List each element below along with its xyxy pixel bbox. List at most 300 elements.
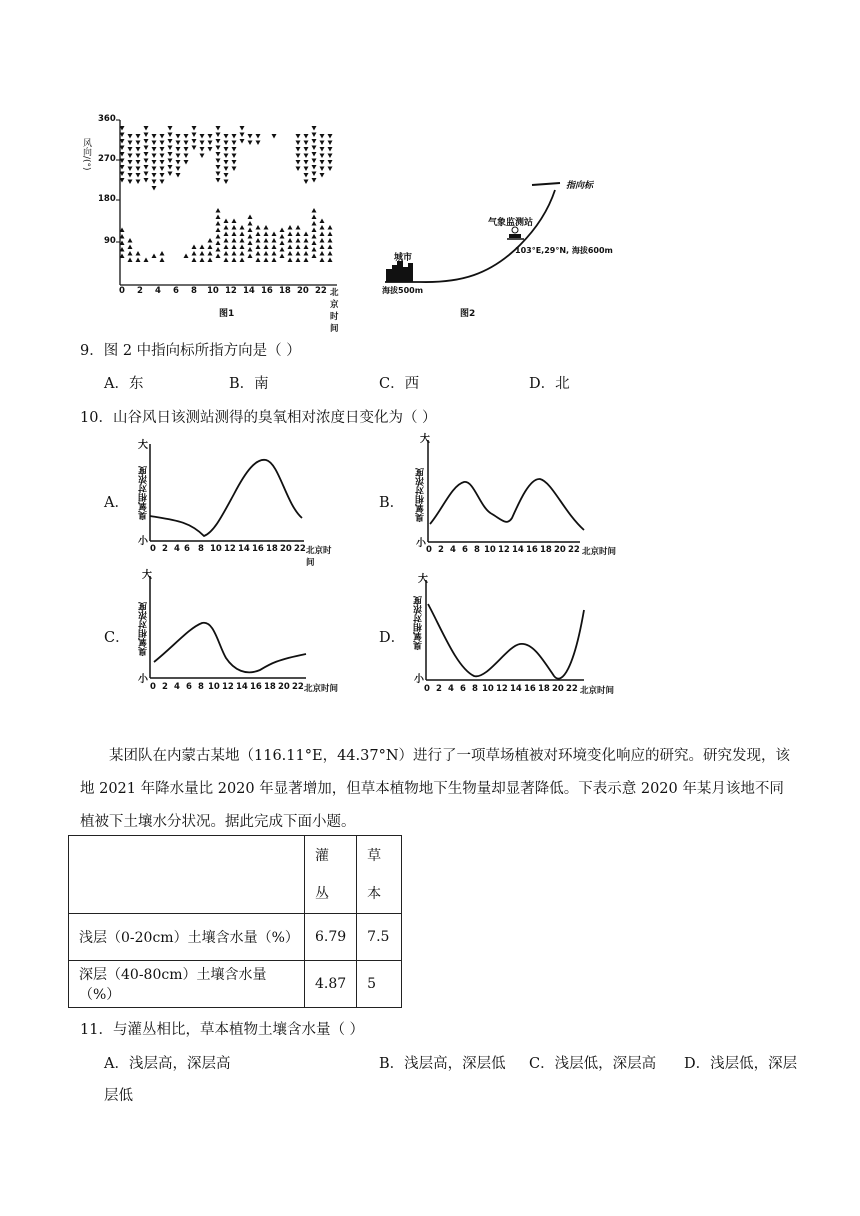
fig1-ytick: 180 — [98, 194, 116, 204]
table-row — [69, 961, 402, 1008]
wind-mark-down — [224, 134, 229, 139]
wind-mark-down — [320, 141, 325, 146]
xtick: 20 — [554, 545, 566, 555]
fig1-xtick: 18 — [279, 286, 291, 296]
xtick: 8 — [198, 544, 204, 554]
wind-mark-up — [224, 225, 229, 230]
wind-mark-up — [128, 251, 133, 256]
wind-mark-down — [296, 154, 301, 159]
wind-mark-up — [288, 225, 293, 230]
table-row — [69, 914, 402, 961]
wind-mark-up — [264, 251, 269, 256]
wind-mark-down — [216, 159, 221, 164]
wind-mark-up — [208, 245, 213, 250]
xtick: 8 — [198, 682, 204, 692]
q11-option-d[interactable]: D．浅层低，深层 — [684, 1056, 798, 1072]
table-corner-cell — [69, 836, 305, 914]
wind-mark-up — [232, 238, 237, 243]
chart-d-big: 大 — [418, 574, 428, 585]
wind-mark-down — [168, 159, 173, 164]
wind-mark-down — [224, 160, 229, 165]
wind-mark-up — [216, 234, 221, 239]
wind-mark-down — [152, 141, 157, 146]
wind-mark-down — [304, 154, 309, 159]
passage: 某团队在内蒙古某地（116.11°E，44.37°N）进行了一项草场植被对环境变化响应的研究。研究发现，该地 2021 年降水量比 2020 年显著增加，但草本植物地下生物量却显著降低。下表示意 2020 年某月该地不同植被下土壤水分状况。据此完成下面小题。 — [80, 748, 791, 830]
wind-mark-up — [256, 232, 261, 237]
wind-mark-down — [160, 167, 165, 172]
wind-mark-down — [320, 147, 325, 152]
chart-c-ylabel: 臭氧相对浓度 — [139, 602, 149, 656]
soil-moisture-table — [68, 835, 402, 1008]
xtick: 12 — [496, 684, 508, 694]
xtick: 14 — [236, 682, 248, 692]
xtick: 14 — [238, 544, 250, 554]
xtick: 12 — [222, 682, 234, 692]
pointer-label: 指向标 — [566, 181, 594, 191]
wind-mark-down — [136, 141, 141, 146]
wind-mark-down — [232, 147, 237, 152]
wind-mark-up — [248, 241, 253, 246]
q10-option-c-label[interactable]: C． — [104, 630, 130, 646]
xtick: 18 — [264, 682, 276, 692]
wind-mark-up — [328, 225, 333, 230]
wind-mark-down — [128, 147, 133, 152]
grass-value: 7.5 — [357, 914, 402, 961]
wind-mark-up — [216, 241, 221, 246]
wind-mark-down — [160, 147, 165, 152]
wind-mark-down — [144, 159, 149, 164]
wind-mark-up — [248, 221, 253, 226]
wind-mark-up — [280, 241, 285, 246]
wind-mark-down — [320, 173, 325, 178]
wind-mark-down — [320, 134, 325, 139]
wind-mark-up — [240, 251, 245, 256]
station-coord: 103°E,29°N, 海拔600m — [515, 246, 613, 255]
wind-mark-down — [176, 154, 181, 159]
wind-mark-down — [160, 180, 165, 185]
wind-mark-up — [240, 245, 245, 250]
wind-mark-up — [136, 251, 141, 256]
wind-mark-up — [272, 245, 277, 250]
xtick: 10 — [484, 545, 496, 555]
wind-mark-down — [216, 146, 221, 151]
header-shrub-char: 灌 — [315, 847, 329, 864]
wind-mark-down — [232, 160, 237, 165]
chart-c-small: 小 — [138, 674, 148, 685]
wind-mark-up — [312, 228, 317, 233]
wind-mark-up — [328, 251, 333, 256]
wind-mark-down — [144, 133, 149, 138]
fig1-xtick: 2 — [137, 286, 143, 296]
q10-option-d-label[interactable]: D． — [379, 630, 406, 646]
wind-mark-down — [200, 141, 205, 146]
wind-mark-up — [328, 245, 333, 250]
xtick: 0 — [150, 682, 156, 692]
wind-mark-down — [160, 160, 165, 165]
wind-mark-up — [192, 258, 197, 263]
xtick: 2 — [436, 684, 442, 694]
wind-mark-up — [320, 258, 325, 263]
wind-mark-down — [136, 160, 141, 165]
wind-mark-up — [216, 215, 221, 220]
chart-a-ylabel: 臭氧相对浓度 — [139, 466, 149, 520]
wind-mark-up — [240, 258, 245, 263]
wind-mark-up — [264, 258, 269, 263]
wind-mark-up — [280, 234, 285, 239]
wind-mark-up — [224, 232, 229, 237]
wind-mark-down — [328, 134, 333, 139]
wind-mark-up — [216, 208, 221, 213]
wind-mark-down — [128, 154, 133, 159]
wind-mark-up — [216, 228, 221, 233]
wind-mark-up — [224, 251, 229, 256]
wind-mark-down — [184, 141, 189, 146]
wind-mark-down — [160, 173, 165, 178]
chart-a-big: 大 — [138, 440, 148, 451]
wind-mark-down — [176, 173, 181, 178]
wind-mark-up — [128, 238, 133, 243]
q10-stem: 10．山谷风日该测站测得的臭氧相对浓度日变化为（ ） — [80, 410, 437, 426]
wind-mark-down — [296, 160, 301, 165]
xlabel: 北京时间 — [306, 546, 332, 568]
shrub-value: 4.87 — [305, 961, 357, 1008]
wind-mark-down — [176, 141, 181, 146]
xtick: 10 — [482, 684, 494, 694]
chart-a-small: 小 — [138, 536, 148, 547]
wind-mark-down — [136, 180, 141, 185]
wind-mark-up — [312, 208, 317, 213]
xtick: 4 — [174, 544, 180, 554]
xtick: 6 — [186, 682, 192, 692]
q10-chart-d[interactable] — [412, 568, 627, 698]
wind-mark-down — [208, 141, 213, 146]
wind-mark-down — [192, 126, 197, 131]
wind-mark-down — [184, 134, 189, 139]
fig1-ylabel: 风向/(°) — [81, 138, 91, 171]
xtick: 20 — [552, 684, 564, 694]
wind-mark-down — [136, 167, 141, 172]
wind-mark-up — [264, 238, 269, 243]
fig1-xtick: 12 — [225, 286, 237, 296]
row-label: 浅层（0-20cm）土壤含水量（%） — [69, 914, 305, 961]
wind-mark-down — [240, 133, 245, 138]
wind-mark-down — [176, 147, 181, 152]
wind-mark-up — [304, 258, 309, 263]
header-shrub — [305, 836, 357, 914]
wind-mark-down — [216, 152, 221, 157]
wind-mark-up — [216, 221, 221, 226]
xtick: 16 — [524, 684, 536, 694]
wind-mark-up — [200, 258, 205, 263]
wind-mark-down — [312, 159, 317, 164]
wind-mark-down — [216, 165, 221, 170]
wind-mark-up — [240, 238, 245, 243]
q10-option-b-label[interactable]: B． — [379, 495, 405, 511]
chart-b-small: 小 — [416, 538, 426, 549]
wind-mark-down — [224, 173, 229, 178]
wind-mark-up — [288, 258, 293, 263]
wind-mark-down — [128, 160, 133, 165]
wind-mark-up — [288, 251, 293, 256]
wind-mark-down — [216, 139, 221, 144]
xtick: 16 — [252, 544, 264, 554]
wind-mark-down — [304, 167, 309, 172]
wind-mark-down — [160, 154, 165, 159]
q9-option-d[interactable]: D．北 — [529, 376, 570, 392]
wind-mark-up — [256, 245, 261, 250]
wind-mark-down — [192, 133, 197, 138]
wind-mark-up — [224, 219, 229, 224]
xlabel: 北京时间 — [580, 686, 615, 696]
xtick: 12 — [498, 545, 510, 555]
fig2-caption: 图2 — [460, 309, 476, 319]
xtick: 4 — [448, 684, 454, 694]
header-shrub-char: 丛 — [315, 885, 329, 902]
wind-mark-up — [320, 219, 325, 224]
fig1-xtick: 6 — [173, 286, 179, 296]
wind-mark-down — [224, 167, 229, 172]
wind-mark-up — [280, 254, 285, 259]
wind-mark-down — [304, 173, 309, 178]
wind-mark-down — [312, 165, 317, 170]
xtick: 8 — [474, 545, 480, 555]
wind-mark-down — [304, 180, 309, 185]
wind-mark-up — [216, 247, 221, 252]
wind-mark-up — [232, 251, 237, 256]
q11-option-d-wrap: 层低 — [104, 1088, 133, 1104]
wind-mark-up — [304, 238, 309, 243]
wind-mark-down — [144, 139, 149, 144]
chart-d-small: 小 — [414, 674, 424, 685]
wind-mark-down — [216, 178, 221, 183]
wind-mark-up — [272, 232, 277, 237]
wind-mark-up — [232, 258, 237, 263]
wind-mark-down — [192, 139, 197, 144]
chart-b-ylabel: 臭氧相对浓度 — [416, 468, 426, 522]
wind-mark-down — [200, 147, 205, 152]
xtick: 0 — [426, 545, 432, 555]
fig1-xtick: 4 — [155, 286, 161, 296]
fig1-xtick: 8 — [191, 286, 197, 296]
wind-mark-up — [232, 245, 237, 250]
wind-mark-up — [200, 245, 205, 250]
q10-chart-a[interactable] — [134, 436, 334, 568]
xtick: 20 — [278, 682, 290, 692]
wind-mark-down — [152, 154, 157, 159]
wind-mark-up — [280, 228, 285, 233]
q10-chart-c[interactable] — [134, 566, 339, 696]
wind-mark-down — [296, 167, 301, 172]
wind-mark-down — [216, 126, 221, 131]
wind-mark-down — [168, 172, 173, 177]
wind-mark-down — [304, 141, 309, 146]
wind-mark-down — [168, 126, 173, 131]
wind-mark-down — [328, 147, 333, 152]
wind-mark-down — [304, 160, 309, 165]
xtick: 4 — [450, 545, 456, 555]
wind-mark-down — [320, 167, 325, 172]
wind-mark-down — [312, 172, 317, 177]
wind-mark-up — [264, 245, 269, 250]
fig1-xtick: 14 — [243, 286, 255, 296]
wind-mark-down — [232, 134, 237, 139]
grass-value: 5 — [357, 961, 402, 1008]
chart-b-big: 大 — [420, 434, 430, 445]
table-header-row — [69, 836, 402, 914]
chart-d-xticks — [424, 684, 624, 696]
wind-mark-up — [328, 238, 333, 243]
wind-mark-down — [152, 160, 157, 165]
header-grass-char: 草 — [367, 847, 382, 864]
wind-mark-down — [160, 134, 165, 139]
wind-mark-down — [248, 141, 253, 146]
wind-mark-down — [152, 180, 157, 185]
wind-mark-up — [272, 251, 277, 256]
xtick: 10 — [210, 544, 222, 554]
q10-option-a-label[interactable]: A． — [104, 495, 129, 511]
wind-mark-down — [216, 172, 221, 177]
wind-mark-down — [128, 173, 133, 178]
q11-option-c[interactable]: C．浅层低，深层高 — [529, 1056, 657, 1072]
station-label: 气象监测站 — [488, 218, 534, 228]
fig1-ytick: 90 — [104, 236, 116, 246]
wind-mark-up — [288, 238, 293, 243]
wind-mark-down — [256, 141, 261, 146]
wind-mark-down — [296, 141, 301, 146]
wind-mark-down — [224, 147, 229, 152]
xtick: 18 — [540, 545, 552, 555]
wind-mark-down — [312, 133, 317, 138]
wind-mark-down — [224, 141, 229, 146]
fig1-ytick: 270 — [98, 154, 116, 164]
xtick: 14 — [510, 684, 522, 694]
wind-mark-down — [328, 141, 333, 146]
wind-mark-down — [168, 139, 173, 144]
wind-mark-down — [128, 167, 133, 172]
wind-mark-up — [320, 251, 325, 256]
wind-mark-up — [208, 251, 213, 256]
wind-mark-down — [176, 134, 181, 139]
wind-mark-up — [312, 215, 317, 220]
wind-mark-down — [312, 178, 317, 183]
wind-mark-down — [304, 147, 309, 152]
wind-mark-up — [248, 247, 253, 252]
wind-mark-up — [320, 238, 325, 243]
wind-mark-up — [224, 258, 229, 263]
city-altitude: 海拔500m — [382, 286, 424, 295]
city-label: 城市 — [394, 253, 413, 263]
wind-mark-down — [136, 154, 141, 159]
q11-option-b[interactable]: B．浅层高，深层低 — [379, 1056, 506, 1072]
q9-stem: 9．图 2 中指向标所指方向是（ ） — [80, 343, 301, 359]
wind-mark-down — [192, 146, 197, 151]
wind-mark-down — [320, 160, 325, 165]
wind-mark-up — [296, 225, 301, 230]
wind-mark-up — [208, 258, 213, 263]
wind-mark-up — [272, 238, 277, 243]
q9-option-b[interactable]: B．南 — [229, 376, 269, 392]
row-label: 深层（40-80cm）土壤含水量（%） — [69, 961, 305, 1008]
wind-mark-up — [312, 254, 317, 259]
wind-mark-down — [184, 160, 189, 165]
wind-mark-up — [128, 245, 133, 250]
wind-mark-up — [304, 245, 309, 250]
wind-mark-up — [232, 225, 237, 230]
wind-mark-down — [312, 139, 317, 144]
wind-mark-up — [256, 258, 261, 263]
wind-mark-down — [272, 134, 277, 139]
wind-mark-up — [256, 251, 261, 256]
wind-mark-up — [312, 247, 317, 252]
xtick: 6 — [462, 545, 468, 555]
wind-mark-up — [296, 251, 301, 256]
wind-mark-up — [200, 251, 205, 256]
q11-option-a[interactable]: A．浅层高，深层高 — [104, 1056, 231, 1072]
wind-mark-down — [168, 165, 173, 170]
wind-mark-up — [192, 245, 197, 250]
xtick: 18 — [538, 684, 550, 694]
wind-mark-down — [296, 134, 301, 139]
fig1-xtick: 0 — [119, 286, 125, 296]
wind-mark-up — [208, 238, 213, 243]
chart-a-xticks — [148, 544, 338, 568]
xtick: 2 — [438, 545, 444, 555]
fig1-xtick: 22 — [315, 286, 327, 296]
wind-mark-down — [232, 167, 237, 172]
wind-mark-down — [144, 165, 149, 170]
chart-b-xticks — [426, 545, 626, 557]
chart-c-big: 大 — [142, 570, 152, 581]
wind-mark-down — [328, 154, 333, 159]
wind-mark-up — [304, 232, 309, 237]
wind-mark-down — [328, 167, 333, 172]
xtick: 0 — [150, 544, 156, 554]
wind-mark-down — [144, 178, 149, 183]
wind-mark-down — [200, 154, 205, 159]
wind-mark-up — [312, 234, 317, 239]
xtick: 4 — [174, 682, 180, 692]
q9-option-a[interactable]: A．东 — [104, 376, 144, 392]
wind-mark-up — [240, 232, 245, 237]
wind-mark-down — [152, 147, 157, 152]
wind-mark-down — [208, 134, 213, 139]
wind-mark-down — [144, 146, 149, 151]
wind-mark-up — [256, 238, 261, 243]
wind-mark-down — [128, 134, 133, 139]
wind-mark-up — [304, 251, 309, 256]
wind-mark-up — [288, 245, 293, 250]
wind-mark-up — [152, 254, 157, 259]
fig1-xtick: 10 — [207, 286, 219, 296]
xtick: 6 — [184, 544, 190, 554]
wind-mark-down — [328, 160, 333, 165]
q9-option-c[interactable]: C．西 — [379, 376, 420, 392]
q10-chart-b[interactable] — [412, 430, 627, 565]
wind-mark-up — [232, 219, 237, 224]
xtick: 22 — [294, 544, 306, 554]
xtick: 6 — [460, 684, 466, 694]
wind-mark-up — [248, 215, 253, 220]
shrub-value: 6.79 — [305, 914, 357, 961]
wind-mark-up — [264, 232, 269, 237]
xtick: 18 — [266, 544, 278, 554]
wind-mark-down — [160, 141, 165, 146]
wind-mark-up — [160, 258, 165, 263]
xtick: 22 — [292, 682, 304, 692]
fig1-xtick: 16 — [261, 286, 273, 296]
xtick: 16 — [250, 682, 262, 692]
wind-mark-up — [248, 234, 253, 239]
